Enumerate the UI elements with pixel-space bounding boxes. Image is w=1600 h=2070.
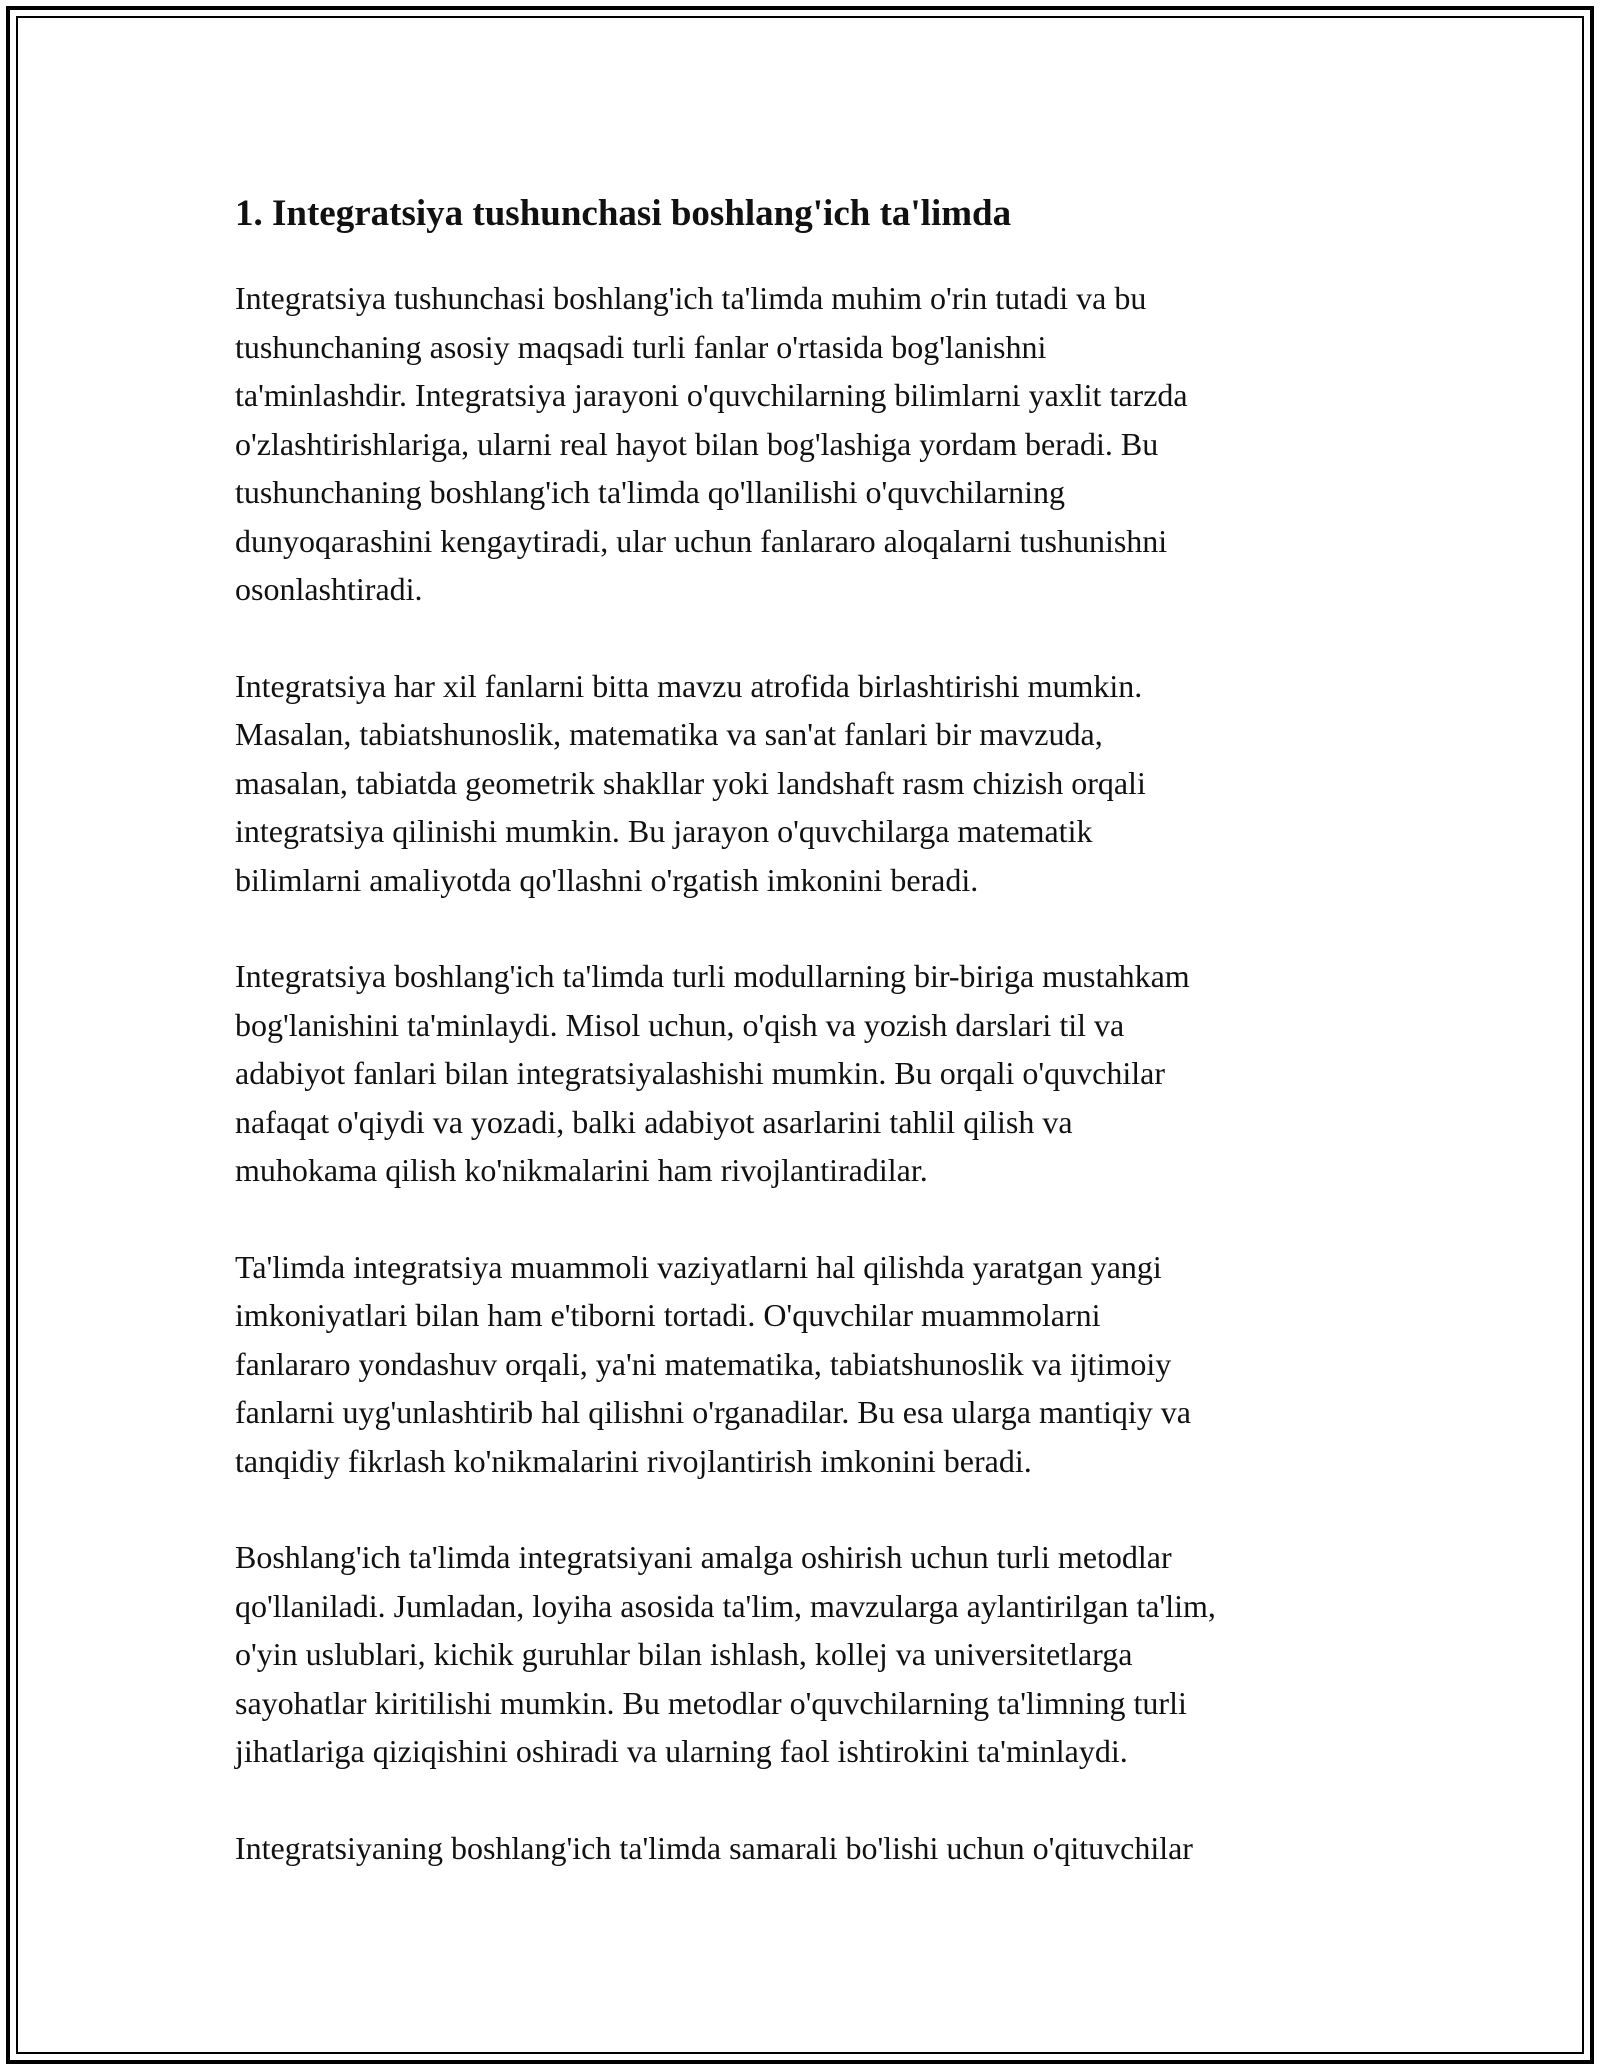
- text-line: masalan, tabiatda geometrik shakllar yoki landshaft rasm chizish orqali: [235, 764, 1146, 801]
- text-line: bog'lanishini ta'minlaydi. Misol uchun, o'qish va yozish darslari til va: [235, 1006, 1125, 1043]
- text-line: Masalan, tabiatshunoslik, matematika va san'at fanlari bir mavzuda,: [235, 716, 1103, 752]
- paragraph-2: [235, 662, 1375, 905]
- text-line: Integratsiya boshlang'ich ta'limda turli modullarning bir-biriga mustahkam: [235, 958, 1190, 994]
- paragraph-1: [235, 274, 1375, 614]
- text-line: fanlararo yondashuv orqali, ya'ni matematika, tabiatshunoslik va ijtimoiy: [235, 1345, 1172, 1382]
- text-line: Integratsiya tushunchasi boshlang'ich ta'limda muhim o'rin tutadi va bu: [235, 280, 1147, 316]
- text-line: o'yin uslublari, kichik guruhlar bilan ishlash, kollej va universitetlarga: [235, 1636, 1133, 1672]
- text-line: bilimlarni amaliyotda qo'llashni o'rgatish imkonini beradi.: [235, 861, 979, 898]
- text-line: o'zlashtirishlariga, ularni real hayot bilan bog'lashiga yordam beradi. Bu: [235, 425, 1159, 462]
- text-line: tushunchaning boshlang'ich ta'limda qo'llanilishi o'quvchilarning: [235, 474, 1066, 510]
- text-line: imkoniyatlari bilan ham e'tiborni tortadi. O'quvchilar muammolarni: [235, 1297, 1101, 1333]
- document-body: [235, 188, 1375, 1920]
- paragraph-3: [235, 952, 1375, 1195]
- text-line: dunyoqarashini kengaytiradi, ular uchun fanlararo aloqalarni tushunishni: [235, 522, 1168, 559]
- paragraph-6: [235, 1824, 1375, 1873]
- text-line: muhokama qilish ko'nikmalarini ham rivojlantiradilar.: [235, 1152, 928, 1188]
- text-line: Boshlang'ich ta'limda integratsiyani amalga oshirish uchun turli metodlar: [235, 1539, 1172, 1575]
- text-line: tushunchaning asosiy maqsadi turli fanlar o'rtasida bog'lanishni: [235, 328, 1047, 365]
- text-line: Integratsiyaning boshlang'ich ta'limda samarali bo'lishi uchun o'qituvchilar: [235, 1829, 1193, 1866]
- text-line: osonlashtiradi.: [235, 571, 423, 607]
- text-line: nafaqat o'qiydi va yozadi, balki adabiyot asarlarini tahlil qilish va: [235, 1103, 1073, 1140]
- text-line: adabiyot fanlari bilan integratsiyalashishi mumkin. Bu orqali o'quvchilar: [235, 1055, 1165, 1091]
- text-line: ta'minlashdir. Integratsiya jarayoni o'quvchilarning bilimlarni yaxlit tarzda: [235, 377, 1188, 413]
- text-line: Ta'limda integratsiya muammoli vaziyatlarni hal qilishda yaratgan yangi: [235, 1248, 1162, 1285]
- text-line: Integratsiya har xil fanlarni bitta mavzu atrofida birlashtirishi mumkin.: [235, 667, 1143, 704]
- text-line: fanlarni uyg'unlashtirib hal qilishni o'rganadilar. Bu esa ularga mantiqiy va: [235, 1394, 1191, 1430]
- paragraph-4: [235, 1243, 1375, 1486]
- text-line: tanqidiy fikrlash ko'nikmalarini rivojlantirish imkonini beradi.: [235, 1442, 1032, 1479]
- paragraph-5: [235, 1533, 1375, 1776]
- text-line: integratsiya qilinishi mumkin. Bu jarayon o'quvchilarga matematik: [235, 813, 1093, 849]
- text-line: qo'llaniladi. Jumladan, loyiha asosida ta'lim, mavzularga aylantirilgan ta'lim,: [235, 1587, 1216, 1624]
- text-line: sayohatlar kiritilishi mumkin. Bu metodlar o'quvchilarning ta'limning turli: [235, 1684, 1187, 1721]
- text-line: jihatlariga qiziqishini oshiradi va ularning faol ishtirokini ta'minlaydi.: [235, 1733, 1128, 1769]
- section-heading: 1. Integratsiya tushunchasi boshlang'ich ta'limda: [235, 193, 1012, 234]
